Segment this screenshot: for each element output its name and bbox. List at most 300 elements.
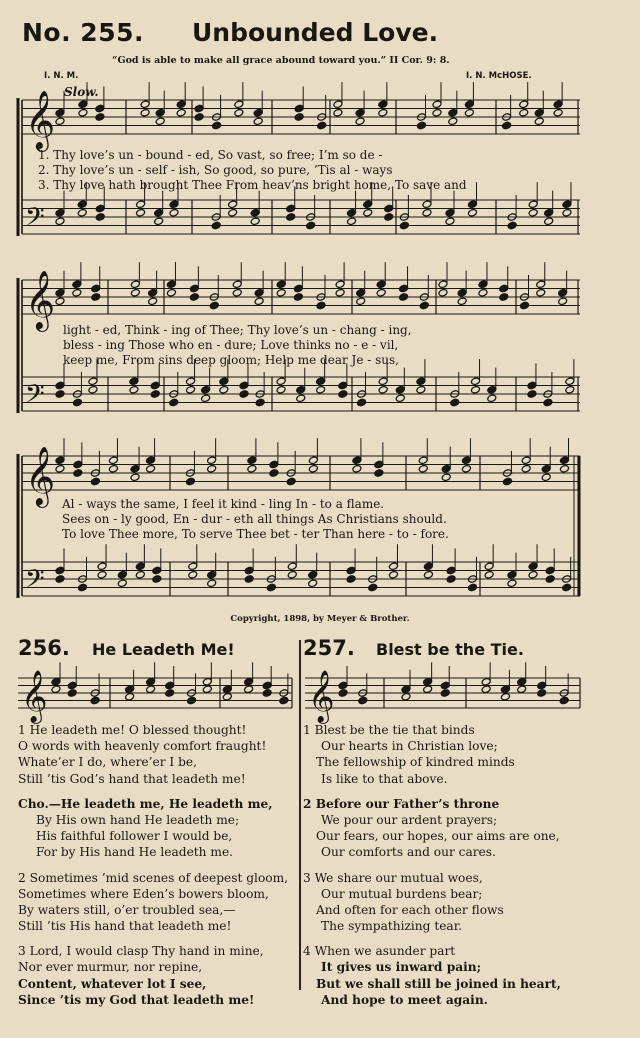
composer-left: I. N. M. (44, 71, 79, 81)
note-head (335, 280, 345, 289)
note-head (287, 562, 297, 571)
note-head (155, 117, 165, 126)
composer-right: I. N. McHOSE. (466, 71, 532, 81)
note-head (308, 579, 318, 588)
note-head (502, 477, 512, 486)
note-head (78, 108, 88, 117)
note-head (136, 200, 146, 209)
note-head (185, 477, 195, 486)
hymn-title: Unbounded Love. (192, 18, 439, 47)
note-head (440, 681, 450, 690)
note-head (55, 117, 65, 126)
note-head (338, 390, 348, 399)
note-head (130, 464, 140, 473)
note-head (176, 108, 186, 117)
note-head (136, 208, 146, 217)
note-head (276, 280, 286, 289)
note-head (135, 570, 145, 579)
note-head (464, 100, 474, 109)
verse-line: Still ’tis God’s hand that leadeth me! (18, 771, 246, 786)
note-head (376, 280, 386, 289)
verse-line: 4 When we asunder part (303, 944, 456, 959)
verse-line: Our mutual burdens bear; (321, 886, 483, 901)
note-head (487, 385, 497, 394)
note-head (363, 208, 373, 217)
note-head (239, 381, 249, 390)
note-head (450, 398, 460, 407)
note-head (90, 696, 100, 705)
verse-line: The fellowship of kindred minds (316, 755, 515, 770)
note-head (355, 117, 365, 126)
bass-clef-icon: 𝄢 (25, 380, 45, 415)
note-head (537, 689, 547, 698)
verse-line: Whate’er I do, where’er I be, (18, 755, 198, 770)
note-head (97, 570, 107, 579)
note-head (207, 456, 217, 465)
note-head (527, 381, 537, 390)
note-head (423, 685, 433, 694)
note-head (254, 297, 264, 306)
note-head (125, 685, 135, 694)
note-head (395, 385, 405, 394)
note-head (521, 456, 531, 465)
note-head (448, 108, 458, 117)
note-head (117, 570, 127, 579)
note-head (95, 204, 105, 213)
note-head (445, 217, 455, 226)
note-head (500, 685, 510, 694)
note-head (446, 575, 456, 584)
verse-line: And hope to meet again. (321, 992, 488, 1007)
note-head (384, 204, 394, 213)
verse-line: Our fears, our hopes, our aims are one, (316, 829, 560, 844)
note-head (166, 288, 176, 297)
note-head (202, 685, 212, 694)
note-head (189, 284, 199, 293)
note-head (338, 689, 348, 698)
lyric-line: 3. Thy love hath brought Thee From heav’ns bright home, To save and (38, 178, 467, 192)
note-head (169, 398, 179, 407)
note-head (276, 288, 286, 297)
spacer (303, 861, 561, 870)
verse-line: O words with heavenly comfort fraught! (18, 739, 267, 754)
note-head (262, 689, 272, 698)
note-head (559, 696, 569, 705)
note-head (77, 200, 87, 209)
note-head (201, 385, 211, 394)
note-head (527, 390, 537, 399)
note-head (117, 579, 127, 588)
note-head (228, 200, 238, 209)
note-head (358, 689, 368, 698)
note-head (308, 456, 318, 465)
note-head (125, 692, 135, 701)
chorus-line: Cho.—He leadeth me, He leadeth me, (18, 796, 273, 811)
note-head (388, 562, 398, 571)
note-head (152, 566, 162, 575)
note-head (423, 677, 433, 686)
note-head (88, 385, 98, 394)
note-head (401, 685, 411, 694)
verse-line: It gives us inward pain; (321, 960, 482, 975)
note-head (140, 108, 150, 117)
note-head (368, 583, 378, 592)
lyrics-system-1 (38, 148, 467, 193)
note-head (188, 570, 198, 579)
note-head (146, 685, 156, 694)
note-head (255, 398, 265, 407)
note-head (461, 464, 471, 473)
note-head (521, 464, 531, 473)
note-head (90, 477, 100, 486)
note-head (468, 583, 478, 592)
note-head (520, 301, 530, 310)
note-head (269, 460, 279, 469)
note-head (77, 208, 87, 217)
note-head (55, 566, 65, 575)
note-head (279, 689, 289, 698)
note-head (294, 113, 304, 122)
hymn-number: No. 255. (22, 18, 144, 47)
note-head (471, 385, 481, 394)
note-head (378, 385, 388, 394)
verse-line: Is like to that above. (321, 771, 448, 786)
note-head (108, 464, 118, 473)
note-head (166, 280, 176, 289)
note-head (294, 104, 304, 113)
note-head (481, 685, 491, 694)
note-head (247, 456, 257, 465)
lyric-line: light - ed, Think - ing of Thee; Thy love’s un - chang - ing, (63, 323, 412, 337)
lyric-line: Sees on - ly good, En - dur - eth all things As Christians should. (62, 512, 447, 526)
note-head (253, 117, 263, 126)
note-head (250, 208, 260, 217)
note-head (129, 385, 139, 394)
hymn-256-title: He Leadeth Me! (92, 640, 235, 659)
note-head (201, 394, 211, 403)
note-head (438, 280, 448, 289)
note-head (212, 121, 222, 130)
note-head (376, 288, 386, 297)
note-head (316, 385, 326, 394)
note-head (395, 394, 405, 403)
spacer (303, 787, 561, 796)
note-head (388, 570, 398, 579)
verse-line: 3 Lord, I would clasp Thy hand in mine, (18, 944, 264, 959)
note-head (91, 293, 101, 302)
treble-clef-icon: 𝄞 (21, 669, 48, 722)
note-head (534, 108, 544, 117)
note-head (468, 208, 478, 217)
note-head (73, 460, 83, 469)
note-head (78, 100, 88, 109)
note-head (562, 200, 572, 209)
note-head (67, 689, 77, 698)
note-head (155, 108, 165, 117)
note-head (165, 689, 175, 698)
bass-clef-icon: 𝄢 (25, 203, 45, 238)
note-head (276, 385, 286, 394)
note-head (234, 108, 244, 117)
note-head (457, 288, 467, 297)
note-head (422, 200, 432, 209)
note-head (374, 460, 384, 469)
note-head (222, 692, 232, 701)
note-head (536, 288, 546, 297)
note-head (422, 208, 432, 217)
note-head (219, 377, 229, 386)
note-head (471, 377, 481, 386)
note-head (72, 280, 82, 289)
verse-line: By waters still, o’er troubled sea,— (18, 902, 236, 917)
note-head (287, 570, 297, 579)
verse-line: We pour our ardent prayers; (321, 812, 498, 827)
note-head (440, 689, 450, 698)
note-head (352, 456, 362, 465)
note-head (244, 575, 254, 584)
note-head (207, 579, 217, 588)
note-head (244, 566, 254, 575)
note-head (88, 377, 98, 386)
note-head (544, 208, 554, 217)
note-head (399, 221, 409, 230)
note-head (146, 464, 156, 473)
note-head (279, 696, 289, 705)
note-head (399, 293, 409, 302)
hymn-257-text (303, 722, 561, 1008)
note-head (502, 121, 512, 130)
note-head (478, 288, 488, 297)
note-head (484, 570, 494, 579)
note-head (130, 280, 140, 289)
note-head (423, 570, 433, 579)
note-head (401, 692, 411, 701)
note-head (448, 117, 458, 126)
note-head (416, 385, 426, 394)
note-head (194, 104, 204, 113)
note-head (262, 681, 272, 690)
note-head (55, 381, 65, 390)
lyric-line: keep me, From sins deep gloom; Help me dear Je - sus, (63, 353, 399, 367)
note-head (286, 213, 296, 222)
note-head (446, 566, 456, 575)
note-head (565, 377, 575, 386)
verse-line: Still ’tis His hand that leadeth me! (18, 919, 232, 934)
note-head (232, 288, 242, 297)
spacer (18, 934, 288, 943)
note-head (232, 280, 242, 289)
note-head (308, 464, 318, 473)
chorus-line: By His own hand He leadeth me; (36, 812, 240, 827)
note-head (187, 689, 197, 698)
verse-line: Our hearts in Christian love; (321, 739, 498, 754)
note-head (541, 473, 551, 482)
lyric-line: bless - ing Those who en - dure; Love thinks no - e - vil, (63, 338, 399, 352)
note-head (244, 685, 254, 694)
note-head (219, 385, 229, 394)
verse-line: Since ’tis my God that leadeth me! (18, 992, 255, 1007)
treble-clef-icon: 𝄞 (308, 669, 335, 722)
note-head (517, 677, 527, 686)
note-head (558, 297, 568, 306)
note-head (346, 575, 356, 584)
verse-line: 1 Blest be the tie that binds (303, 723, 475, 737)
verse-line: The sympathizing tear. (321, 919, 463, 934)
note-head (536, 280, 546, 289)
note-head (562, 208, 572, 217)
note-head (357, 398, 367, 407)
note-head (534, 117, 544, 126)
note-head (306, 221, 316, 230)
note-head (135, 562, 145, 571)
treble-clef-icon: 𝄞 (25, 271, 56, 330)
note-head (239, 390, 249, 399)
note-head (296, 385, 306, 394)
note-head (150, 390, 160, 399)
note-head (499, 293, 509, 302)
note-head (317, 121, 327, 130)
verse-line: And often for each other flows (316, 902, 504, 917)
note-head (544, 217, 554, 226)
note-head (286, 477, 296, 486)
note-head (333, 100, 343, 109)
spacer (18, 861, 288, 870)
note-head (67, 681, 77, 690)
note-head (338, 381, 348, 390)
treble-clef-icon: 𝄞 (25, 91, 56, 150)
note-head (72, 398, 82, 407)
note-head (169, 208, 179, 217)
lyric-line: To love Thee more, To serve Thee bet - ter Than here - to - fore. (62, 527, 449, 541)
note-head (346, 566, 356, 575)
note-head (186, 385, 196, 394)
verse-line: But we shall still be joined in heart, (316, 976, 561, 991)
note-head (543, 398, 553, 407)
chorus-line: For by His hand He leadeth me. (36, 845, 234, 860)
note-head (207, 464, 217, 473)
note-head (528, 208, 538, 217)
note-head (51, 677, 61, 686)
note-head (254, 288, 264, 297)
hymn-257-number: 257. (303, 636, 355, 660)
lyrics-system-2 (63, 323, 412, 368)
note-head (418, 456, 428, 465)
verse-line: 2 Before our Father’s throne (303, 796, 500, 811)
note-head (517, 685, 527, 694)
note-head (286, 204, 296, 213)
note-head (347, 208, 357, 217)
hymn-256-number: 256. (18, 636, 70, 660)
note-head (438, 288, 448, 297)
note-head (333, 108, 343, 117)
note-head (55, 217, 65, 226)
note-head (553, 100, 563, 109)
note-head (378, 108, 388, 117)
note-head (194, 113, 204, 122)
note-head (507, 570, 517, 579)
note-head (176, 100, 186, 109)
note-head (209, 301, 219, 310)
lyric-line: 1. Thy love’s un - bound - ed, So vast, so free; I’m so de - (38, 148, 383, 162)
note-head (130, 473, 140, 482)
note-head (90, 689, 100, 698)
note-head (562, 583, 572, 592)
note-head (247, 464, 257, 473)
verse-line: 2 Sometimes ’mid scenes of deepest gloom, (18, 870, 289, 885)
note-head (202, 677, 212, 686)
note-head (55, 108, 65, 117)
note-head (154, 217, 164, 226)
verse-line: 3 We share our mutual woes, (303, 870, 483, 885)
tempo-marking: Slow. (64, 85, 99, 99)
chorus-line: His faithful follower I would be, (36, 829, 233, 844)
note-head (253, 108, 263, 117)
note-head (187, 696, 197, 705)
note-head (55, 208, 65, 217)
note-head (266, 583, 276, 592)
note-head (148, 297, 158, 306)
note-head (468, 200, 478, 209)
note-head (432, 108, 442, 117)
note-head (565, 385, 575, 394)
note-head (528, 562, 538, 571)
note-head (528, 200, 538, 209)
note-head (55, 288, 65, 297)
note-head (500, 692, 510, 701)
hymn-256-text (18, 722, 288, 1008)
note-head (148, 288, 158, 297)
note-head (461, 456, 471, 465)
note-head (445, 208, 455, 217)
note-head (559, 689, 569, 698)
note-head (95, 213, 105, 222)
note-head (374, 469, 384, 478)
note-head (335, 288, 345, 297)
note-head (97, 562, 107, 571)
note-head (146, 456, 156, 465)
note-head (293, 293, 303, 302)
note-head (276, 377, 286, 386)
note-head (55, 456, 65, 465)
verse-line: Our comforts and our cares. (321, 845, 496, 860)
epigraph: “God is able to make all grace abound toward you.” II Cor. 9: 8. (112, 55, 450, 66)
note-head (154, 208, 164, 217)
note-head (347, 217, 357, 226)
note-head (55, 297, 65, 306)
note-head (316, 377, 326, 386)
note-head (457, 297, 467, 306)
note-head (188, 562, 198, 571)
note-head (189, 293, 199, 302)
note-head (419, 301, 429, 310)
note-head (55, 464, 65, 473)
note-head (560, 456, 570, 465)
column-divider (299, 640, 301, 990)
note-head (234, 100, 244, 109)
note-head (416, 377, 426, 386)
note-head (338, 681, 348, 690)
verse-line: Content, whatever lot I see, (18, 976, 207, 991)
note-head (499, 284, 509, 293)
verse-line: Nor ever murmur, nor repine, (18, 960, 203, 975)
note-head (150, 381, 160, 390)
note-head (537, 681, 547, 690)
note-head (130, 288, 140, 297)
note-head (356, 297, 366, 306)
spacer (18, 787, 288, 796)
note-head (545, 566, 555, 575)
note-head (169, 200, 179, 209)
